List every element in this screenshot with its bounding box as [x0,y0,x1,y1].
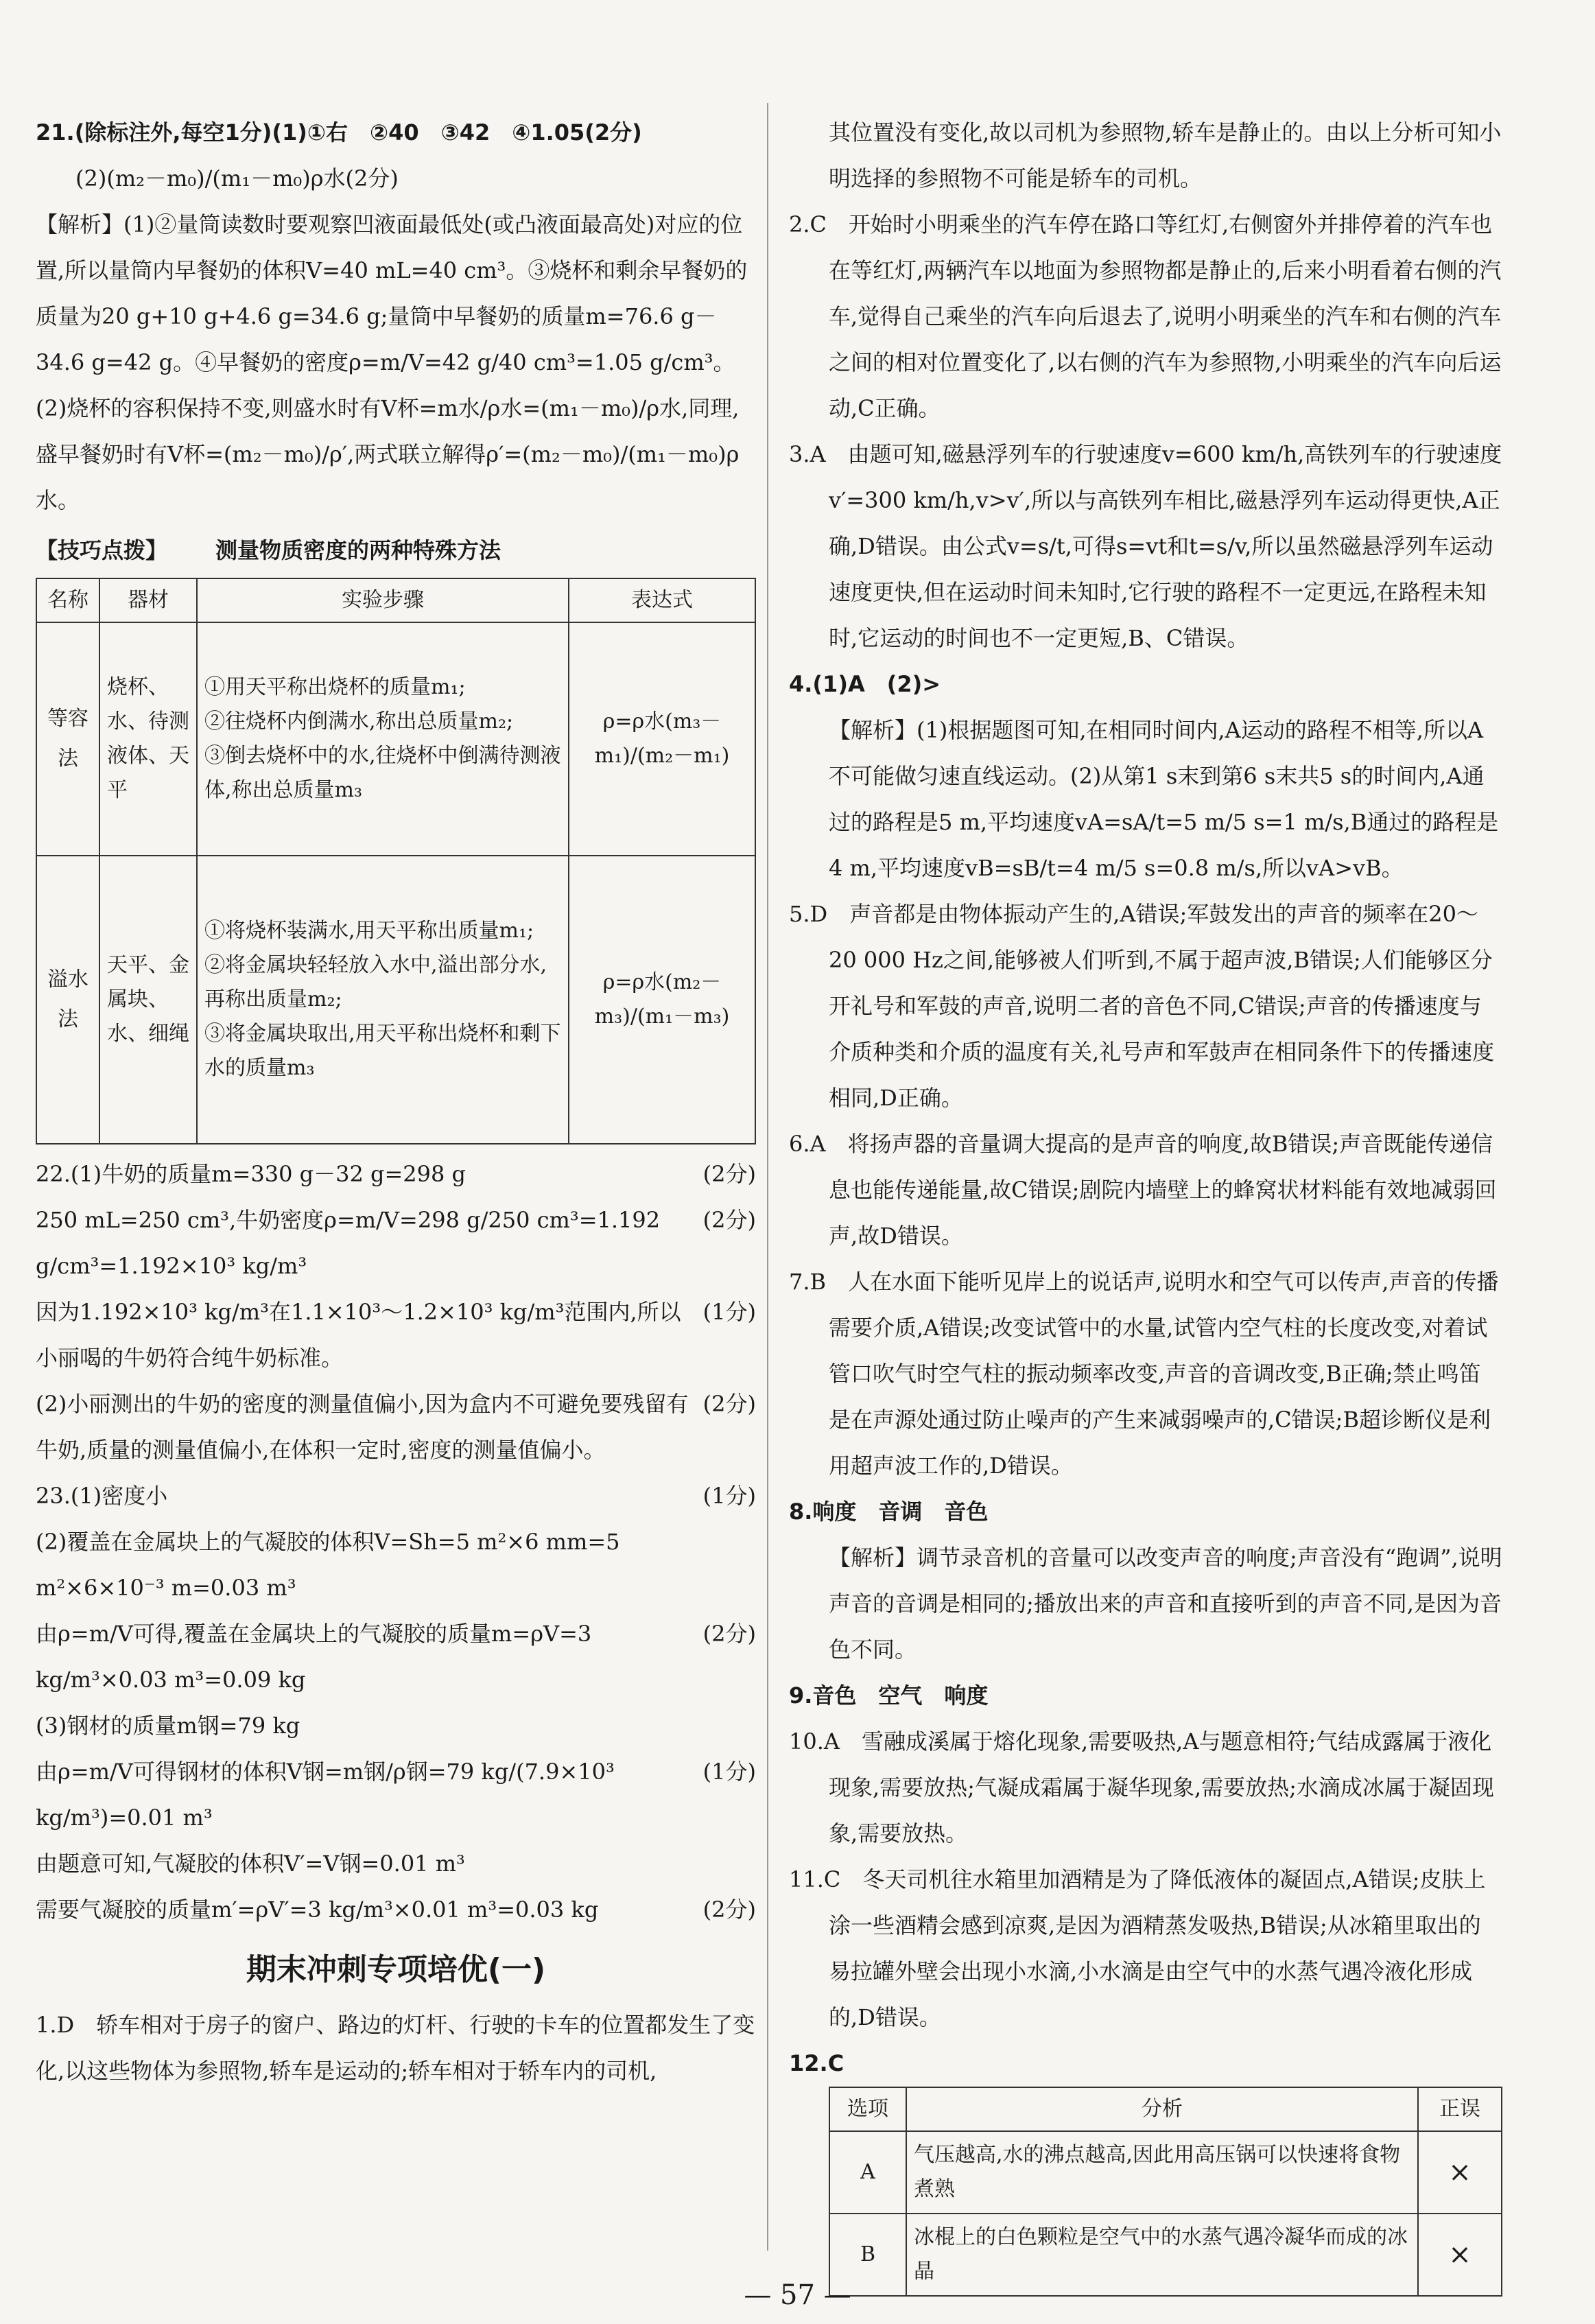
col-option: 选项 [829,2087,906,2131]
step: ①将烧杯装满水,用天平称出质量m₁; [204,919,534,943]
line-text: 由题意可知,气凝胶的体积V′=V钢=0.01 m³ [36,1851,465,1877]
answer-line [36,1381,756,1473]
option-label: B [829,2214,906,2296]
q5: 5.D 声音都是由物体振动产生的,A错误;军鼓发出的声音的频率在20～20 000 Hz之间,能够被人们听到,不属于超声波,B错误;人们能够区分开礼号和军鼓的声音,说明二者的音色不同,C错误;声音的传播速度与介质种类和介质的温度有关,礼号声和军鼓声在相同条件下的传播速度相同,D正确。 [789,901,1495,1111]
q8-head: 8.响度 音调 音色 [789,1499,989,1525]
answer-line [36,1473,756,1519]
q21-analysis: 【解析】(1)②量筒读数时要观察凹液面最低处(或凸液面最高处)对应的位置,所以量筒内早餐奶的体积V=40 mL=40 cm³。③烧杯和剩余早餐奶的质量为20 g+10 g+4.6 g=34.6 g;量筒中早餐奶的质量m=76.6 g－34.6 g=42 g。④早餐奶的密度ρ=m/V=42 g/40 cm³=1.05 g/cm³。(2)烧杯的容积保持不变,则盛水时有V杯=m水/ρ水=(m₁－m₀)/ρ水,同理,盛早餐奶时有V杯=(m₂－m₀)/ρ′,两式联立解得ρ′=(m₂－m₀)/(m₁－m₀)ρ水。 [36,211,748,513]
method-tools: 天平、金属块、水、细绳 [99,856,197,1144]
line-points: (2分) [702,1391,756,1417]
line-text: 23.(1)密度小 [36,1483,168,1509]
line-points: (1分) [702,1759,756,1785]
density-methods-table [36,578,756,1145]
step: ①用天平称出烧杯的质量m₁; [204,675,466,699]
q21-head: 21.(除标注外,每空1分)(1)①右 ②40 ③42 ④1.05(2分) [36,119,642,145]
q7: 7.B 人在水面下能听见岸上的说话声,说明水和空气可以传声,声音的传播需要介质,A错误;改变试管中的水量,试管内空气柱的长度改变,对着试管口吹气时空气柱的振动频率改变,声音的音调改变,B正确;禁止鸣笛是在声源处通过防止噪声的产生来减弱噪声的,C错误;B超诊断仪是利用超声波工作的,D错误。 [789,1269,1499,1479]
q3: 3.A 由题可知,磁悬浮列车的行驶速度v=600 km/h,高铁列车的行驶速度v′=300 km/h,v>v′,所以与高铁列车相比,磁悬浮列车运动得更快,A正确,D错误。由公式v=s/t,可得s=vt和t=s/v,所以虽然磁悬浮列车运动速度更快,但在运动时间未知时,它行驶的路程不一定更远,在路程未知时,它运动的时间也不一定更短,B、C错误。 [789,441,1502,651]
step: ③倒去烧杯中的水,往烧杯中倒满待测液体,称出总质量m₃ [204,744,561,802]
method-expr: ρ=ρ水(m₂－m₃)/(m₁－m₃) [569,856,755,1144]
q9: 9.音色 空气 响度 [789,1682,989,1709]
col-correct: 正误 [1418,2087,1502,2131]
method-name: 等容法 [36,622,99,856]
line-text: 因为1.192×10³ kg/m³在1.1×10³～1.2×10³ kg/m³范围内,所以小丽喝的牛奶符合纯牛奶标准。 [36,1299,681,1371]
q12: 12.C [789,2050,844,2076]
line-points: (2分) [702,1621,756,1647]
wrong-mark-icon: × [1418,2214,1502,2296]
answer-line [36,1197,756,1289]
q8-analysis: 【解析】调节录音机的音量可以改变声音的响度;声音没有“跑调”,说明声音的音调是相同的;播放出来的声音和直接听到的声音不同,是因为音色不同。 [829,1545,1502,1663]
q10: 10.A 雪融成溪属于熔化现象,需要吸热,A与题意相符;气结成露属于液化现象,需要放热;气凝成霜属于凝华现象,需要放热;水滴成冰属于凝固现象,需要放热。 [789,1728,1494,1846]
q2: 2.C 开始时小明乘坐的汽车停在路口等红灯,右侧窗外并排停着的汽车也在等红灯,两辆汽车以地面为参照物都是静止的,后来小明看着右侧的汽车,觉得自己乘坐的汽车向后退去了,说明小明乘坐的汽车和右侧的汽车之间的相对位置变化了,以右侧的汽车为参照物,小明乘坐的汽车向后运动,C正确。 [789,211,1502,421]
col-steps: 实验步骤 [197,578,569,622]
line-text: 由ρ=m/V可得钢材的体积V钢=m钢/ρ钢=79 kg/(7.9×10³ kg/m³)=0.01 m³ [36,1759,615,1831]
answer-line [36,1703,756,1749]
line-text: 22.(1)牛奶的质量m=330 g－32 g=298 g [36,1161,466,1187]
option-analysis: 气压越高,水的沸点越高,因此用高压锅可以快速将食物煮熟 [906,2131,1418,2214]
line-text: (3)钢材的质量m钢=79 kg [36,1713,300,1739]
page-number: — 57 — [744,2279,851,2311]
line-points: (1分) [702,1483,756,1509]
answer-line [36,1749,756,1841]
step: ②将金属块轻轻放入水中,溢出部分水,再称出质量m₂; [204,953,547,1011]
line-points: (1分) [702,1299,756,1325]
right-column [789,110,1502,2297]
q6: 6.A 将扬声器的音量调大提高的是声音的响度,故B错误;声音既能传递信息也能传递能量,故C错误;剧院内墙壁上的蜂窝状材料能有效地减弱回声,故D错误。 [789,1131,1497,1249]
method-steps [197,622,569,856]
line-points [742,1703,756,1749]
line-points [742,1519,756,1611]
table-row [829,2131,1502,2214]
q11: 11.C 冬天司机往水箱里加酒精是为了降低液体的凝固点,A错误;皮肤上涂一些酒精会感到凉爽,是因为酒精蒸发吸热,B错误;从冰箱里取出的易拉罐外壁会出现小水滴,小水滴是由空气中的水蒸气遇冷液化形成的,D错误。 [789,1866,1486,2030]
line-text: 需要气凝胶的质量m′=ρV′=3 kg/m³×0.01 m³=0.03 kg [36,1897,599,1923]
line-points: (2分) [702,1207,756,1233]
method-steps [197,856,569,1144]
method-expr: ρ=ρ水(m₃－m₁)/(m₂－m₁) [569,622,755,856]
q1-continued: 其位置没有变化,故以司机为参照物,轿车是静止的。由以上分析可知小明选择的参照物不可能是轿车的司机。 [829,119,1502,191]
method-tools: 烧杯、水、待测液体、天平 [99,622,197,856]
line-text: (2)覆盖在金属块上的气凝胶的体积V=Sh=5 m²×6 mm=5 m²×6×10⁻³ m=0.03 m³ [36,1529,620,1601]
line-points: (2分) [702,1897,756,1923]
table-header-row [36,578,755,622]
q23 [36,1473,756,1933]
wrong-mark-icon: × [1418,2131,1502,2214]
q22 [36,1151,756,1473]
section-title: 期末冲刺专项培优(一) [246,1952,546,1987]
tip-label: 【技巧点拨】 [36,537,168,563]
table-header-row [829,2087,1502,2131]
option-label: A [829,2131,906,2214]
answer-line [36,1841,756,1887]
answer-line [36,1519,756,1611]
q4-head: 4.(1)A (2)> [789,671,941,697]
line-text: 250 mL=250 cm³,牛奶密度ρ=m/V=298 g/250 cm³=1.192 g/cm³=1.192×10³ kg/m³ [36,1207,661,1279]
option-analysis: 冰棍上的白色颗粒是空气中的水蒸气遇冷凝华而成的冰晶 [906,2214,1418,2296]
answer-line [36,1151,756,1197]
answer-line [36,1611,756,1703]
step: ③将金属块取出,用天平称出烧杯和剩下水的质量m₃ [204,1022,561,1080]
col-expr: 表达式 [569,578,755,622]
column-divider [767,103,768,2251]
table-row [36,622,755,856]
col-analysis: 分析 [906,2087,1418,2131]
col-tools: 器材 [99,578,197,622]
step: ②往烧杯内倒满水,称出总质量m₂; [204,709,514,733]
left-column [36,110,756,2094]
line-points: (2分) [702,1161,756,1187]
table-row [36,856,755,1144]
answer-line [36,1289,756,1381]
line-text: 由ρ=m/V可得,覆盖在金属块上的气凝胶的质量m=ρV=3 kg/m³×0.03 m³=0.09 kg [36,1621,592,1693]
q21-part2: (2)(m₂－m₀)/(m₁－m₀)ρ水(2分) [75,165,399,191]
line-points [742,1841,756,1887]
method-name: 溢水法 [36,856,99,1144]
col-name: 名称 [36,578,99,622]
tip-heading [36,528,756,574]
q1: 1.D 轿车相对于房子的窗户、路边的灯杆、行驶的卡车的位置都发生了变化,以这些物体为参照物,轿车是运动的;轿车相对于轿车内的司机, [36,2012,755,2084]
q12-table [829,2087,1502,2297]
tip-title: 测量物质密度的两种特殊方法 [215,537,501,563]
answer-line [36,1887,756,1933]
line-text: (2)小丽测出的牛奶的密度的测量值偏小,因为盒内不可避免要残留有牛奶,质量的测量值偏小,在体积一定时,密度的测量值偏小。 [36,1391,689,1463]
q4-analysis: 【解析】(1)根据题图可知,在相同时间内,A运动的路程不相等,所以A不可能做匀速直线运动。(2)从第1 s末到第6 s末共5 s的时间内,A通过的路程是5 m,平均速度vA=sA/t=5 m/5 s=1 m/s,B通过的路程是4 m,平均速度vB=sB/t=4 m/5 s=0.8 m/s,所以vA>vB。 [829,717,1499,881]
